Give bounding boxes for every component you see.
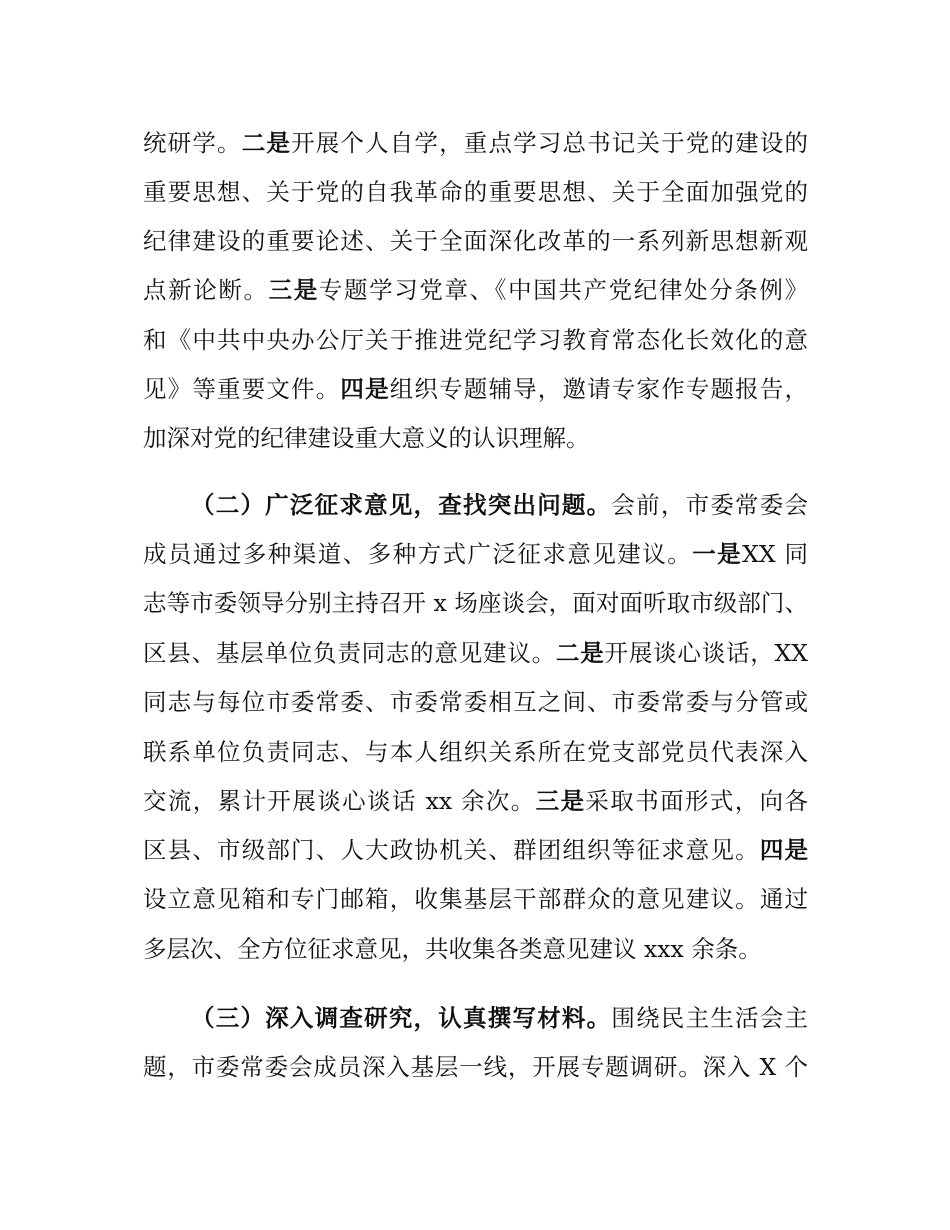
body-text: 重要思想、关于党的自我革命的重要思想、关于全面加强党的 [143, 178, 808, 206]
text-line [143, 835, 808, 865]
body-text: 会前，市委常委会 [611, 491, 809, 519]
text-line [143, 588, 808, 618]
text-line [191, 1003, 808, 1033]
text-line [143, 934, 808, 964]
body-text: 同志与每位市委常委、市委常委相互之间、市委常委与分管或 [143, 688, 808, 716]
text-line [143, 638, 808, 668]
body-text: 加深对党的纪律建设重大意义的认识理解。 [143, 424, 590, 452]
body-text: 围绕民主生活会主 [611, 1004, 809, 1032]
body-text: 志等市委领导分别主持召开 x 场座谈会，面对面听取市级部门、 [143, 589, 808, 617]
bold-text: 四是 [759, 836, 809, 864]
body-text: XX 同 [742, 540, 809, 568]
text-line [143, 1052, 808, 1082]
text-line [143, 275, 808, 305]
body-text: 和《中共中央办公厅关于推进党纪学习教育常态化长效化的意 [143, 326, 808, 354]
body-text: 交流，累计开展谈心谈话 xx 余次。 [143, 787, 536, 815]
body-text: 纪律建设的重要论述、关于全面深化改革的一系列新思想新观 [143, 227, 808, 255]
body-text: 见》等重要文件。 [143, 375, 341, 403]
body-text: 统研学。 [143, 129, 242, 157]
body-text: 点新论断。 [143, 276, 269, 304]
bold-text: 三是 [268, 276, 319, 304]
text-line [143, 325, 808, 355]
body-text: 设立意见箱和专门邮箱，收集基层干部群众的意见建议。通过 [143, 885, 808, 913]
text-line [143, 226, 808, 256]
text-line [191, 490, 808, 520]
text-line [143, 177, 808, 207]
body-text: 联系单位负责同志、与本人组织关系所在党支部党员代表深入 [143, 738, 808, 766]
bold-text: 二是 [555, 639, 605, 667]
bold-text: （三）深入调查研究，认真撰写材料。 [191, 1004, 612, 1032]
bold-text: 四是 [340, 375, 390, 403]
bold-text: 二是 [241, 129, 292, 157]
text-line [143, 539, 808, 569]
body-text: 多层次、全方位征求意见，共收集各类意见建议 xxx 余条。 [143, 935, 762, 963]
body-text: 区县、基层单位负责同志的意见建议。 [143, 639, 556, 667]
body-text: 题，市委常委会成员深入基层一线，开展专题调研。深入 X 个 [143, 1053, 808, 1081]
bold-text: 一是 [692, 540, 743, 568]
text-line [143, 884, 808, 914]
body-text: 组织专题辅导，邀请专家作专题报告， [389, 375, 809, 403]
body-text: 采取书面形式，向各 [585, 787, 809, 815]
text-line [143, 737, 808, 767]
bold-text: （二）广泛征求意见，查找突出问题。 [191, 491, 612, 519]
text-line [143, 374, 808, 404]
text-line [143, 786, 808, 816]
body-text: 成员通过多种渠道、多种方式广泛征求意见建议。 [143, 540, 693, 568]
text-line [143, 423, 808, 453]
body-text: 专题学习党章、《中国共产党纪律处分条例》 [318, 276, 808, 304]
text-line [143, 128, 808, 158]
body-text: 开展谈心谈话，XX [604, 639, 809, 667]
body-text: 开展个人自学，重点学习总书记关于党的建设的 [291, 129, 809, 157]
bold-text: 三是 [535, 787, 586, 815]
text-line [143, 687, 808, 717]
body-text: 区县、市级部门、人大政协机关、群团组织等征求意见。 [143, 836, 760, 864]
